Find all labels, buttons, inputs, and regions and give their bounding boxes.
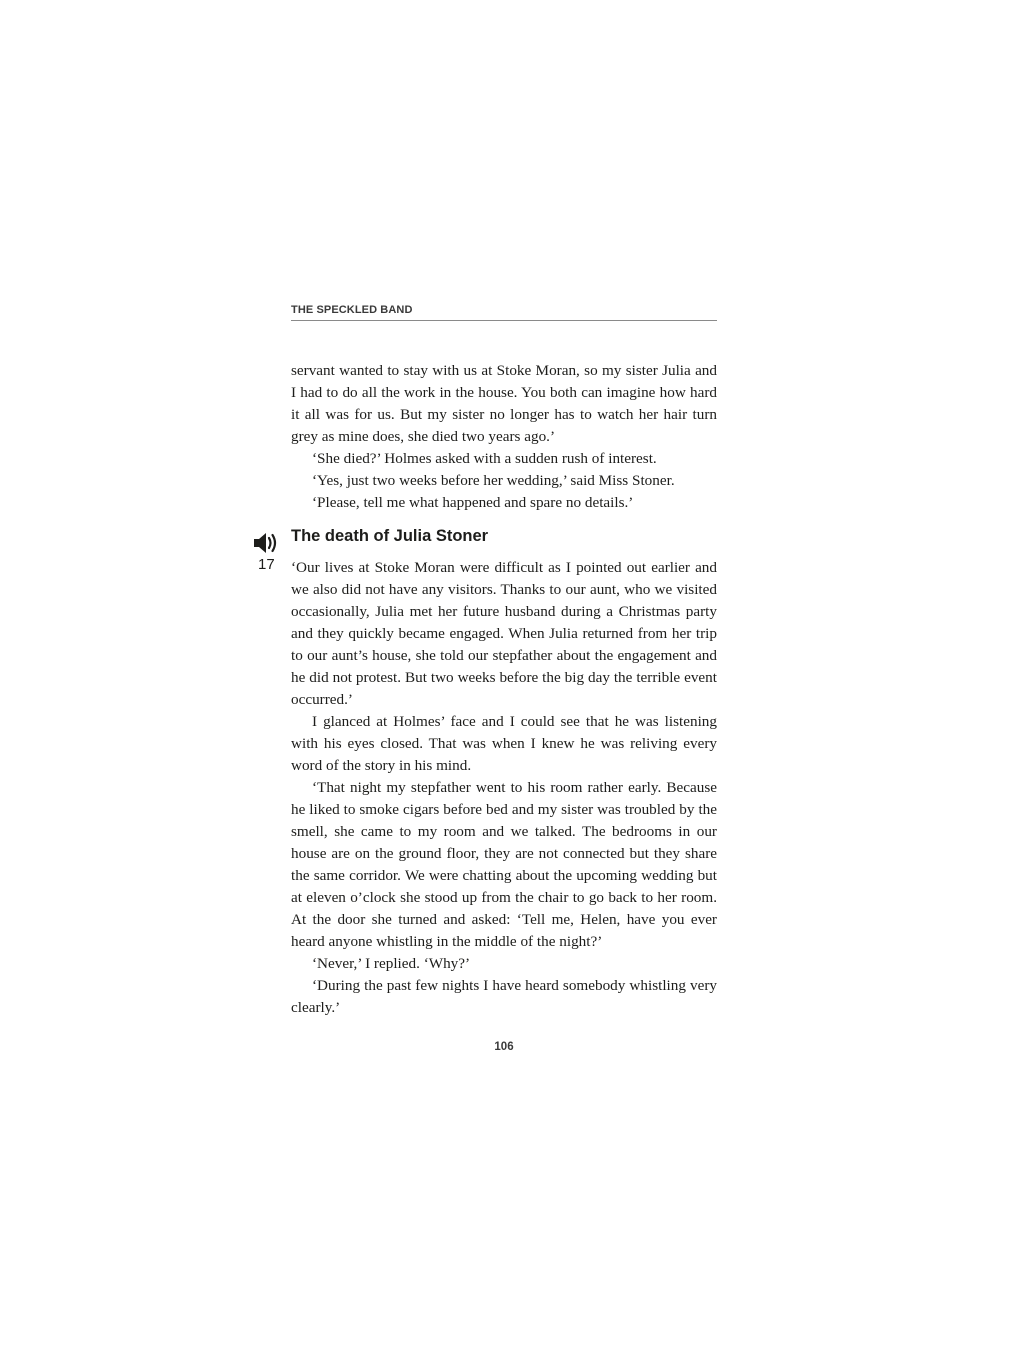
speaker-icon bbox=[253, 531, 281, 555]
top-text-block bbox=[291, 360, 717, 514]
section-heading: The death of Julia Stoner bbox=[291, 527, 489, 545]
paragraph: ‘Yes, just two weeks before her wedding,’ said Miss Stoner. bbox=[312, 472, 675, 489]
page-number: 106 bbox=[494, 1041, 514, 1053]
paragraph: ‘Never,’ I replied. ‘Why?’ bbox=[312, 955, 471, 972]
paragraph: ‘Our lives at Stoke Moran were difficult as I pointed out earlier and we also did not have any visitors. Thanks to our aunt, who we visited occasionally, Julia met her future husband during a Christmas party and they quickly became engaged. When Julia returned from her trip to our aunt’s house, she told our stepfather about the engagement and he did not protest. But two weeks before the big day the terrible event occurred.’ bbox=[291, 559, 717, 708]
paragraph: ‘That night my stepfather went to his room rather early. Because he liked to smoke cigars before bed and my sister was troubled by the smell, she came to my room and we talked. The bedrooms in our house are on the ground floor, they are not connected but they share the same corridor. We were chatting about the upcoming wedding but at eleven o’clock she stood up from the chair to go back to her room. At the door she turned and asked: ‘Tell me, Helen, have you ever heard anyone whistling in the middle of the night?’ bbox=[291, 779, 717, 950]
audio-track-number: 17 bbox=[258, 556, 275, 573]
running-head: THE SPECKLED BAND bbox=[291, 304, 717, 321]
section-text-block bbox=[291, 557, 717, 1019]
paragraph: ‘She died?’ Holmes asked with a sudden rush of interest. bbox=[312, 450, 657, 467]
paragraph: I glanced at Holmes’ face and I could see that he was listening with his eyes closed. That was when I knew he was reliving every word of the story in his mind. bbox=[291, 713, 717, 774]
paragraph: ‘Please, tell me what happened and spare no details.’ bbox=[312, 494, 634, 511]
paragraph: ‘During the past few nights I have heard somebody whistling very clearly.’ bbox=[291, 977, 717, 1016]
paragraph: servant wanted to stay with us at Stoke Moran, so my sister Julia and I had to do all the work in the house. You both can imagine how hard it all was for us. But my sister no longer has to watch her hair turn grey as mine does, she died two years ago.’ bbox=[291, 362, 717, 445]
audio-track-marker[interactable] bbox=[253, 531, 283, 577]
